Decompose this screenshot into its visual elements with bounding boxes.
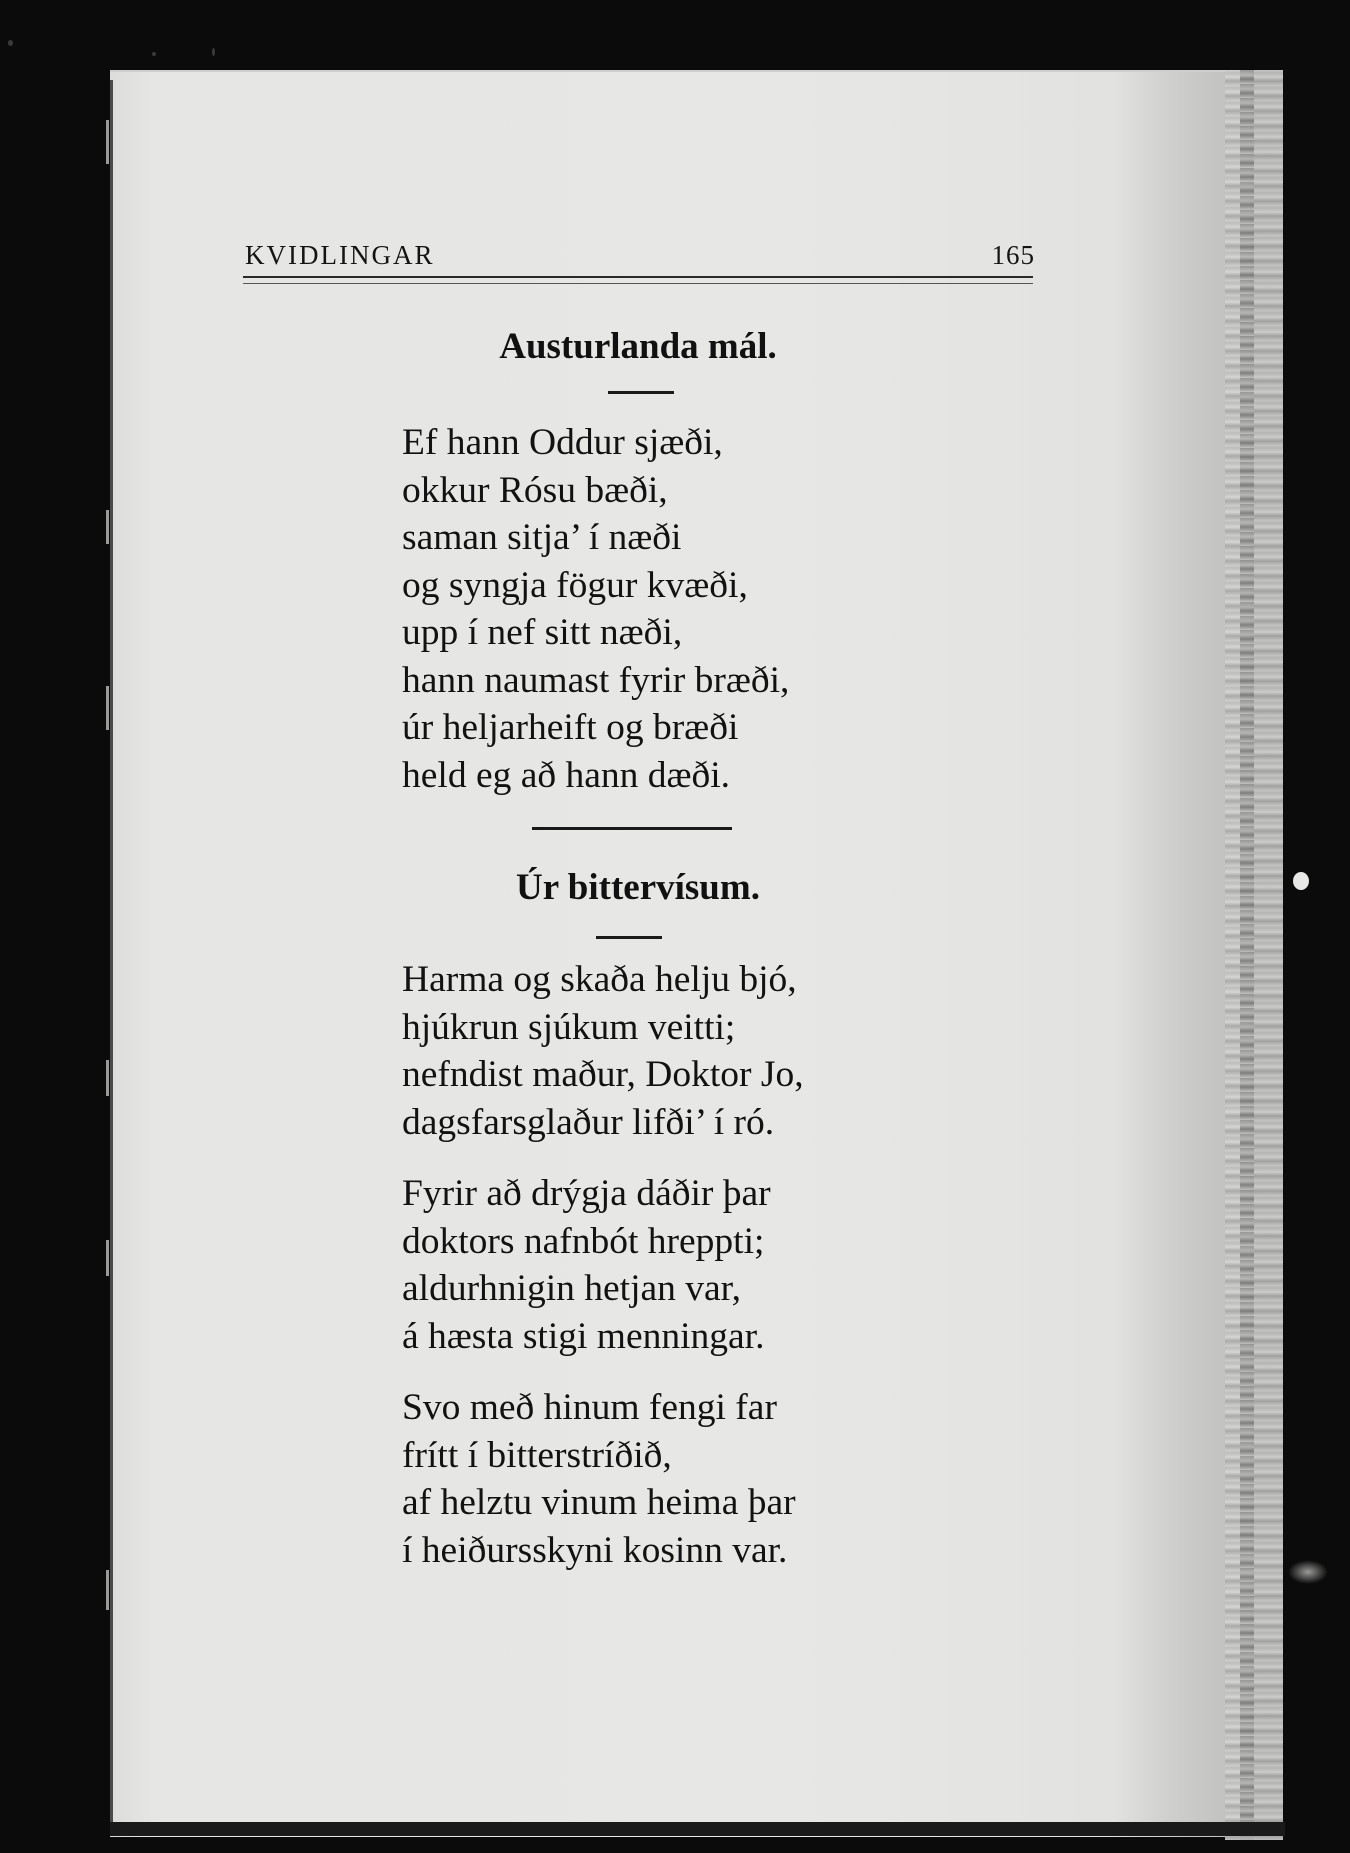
scan-speck bbox=[212, 48, 215, 56]
poem-line: úr heljarheift og bræði bbox=[402, 707, 739, 748]
poem-line: Fyrir að drýgja dáðir þar bbox=[402, 1173, 771, 1214]
poem-line: í heiðursskyni kosinn var. bbox=[402, 1529, 788, 1571]
title-rule bbox=[608, 391, 674, 394]
poem-line: okkur Rósu bæði, bbox=[402, 469, 668, 511]
poem-body bbox=[402, 419, 789, 799]
running-head-title: KVIDLINGAR bbox=[245, 240, 435, 270]
title-rule bbox=[596, 936, 662, 939]
poem-line: hjúkrun sjúkum veitti; bbox=[402, 1006, 736, 1048]
scan-speck bbox=[152, 52, 156, 56]
stanza bbox=[402, 1384, 804, 1574]
running-header bbox=[245, 240, 1035, 274]
poem-line: á hæsta stigi menningar. bbox=[402, 1315, 765, 1357]
binding-mark bbox=[106, 510, 109, 544]
binding-mark bbox=[106, 1240, 109, 1276]
section-divider bbox=[532, 827, 732, 830]
poem-line: held eg að hann dæði. bbox=[402, 754, 731, 796]
poem-line: frítt í bitterstríðið, bbox=[402, 1434, 672, 1476]
binding-mark bbox=[106, 1570, 109, 1610]
binding-mark bbox=[106, 686, 109, 730]
poem-line: aldurhnigin hetjan var, bbox=[402, 1268, 742, 1309]
stanza bbox=[402, 956, 804, 1146]
poem-line: dagsfarsglaður lifði’ í ró. bbox=[402, 1101, 775, 1143]
poem-line: Ef hann Oddur sjæði, bbox=[402, 422, 723, 463]
poem-line: nefndist maður, Doktor Jo, bbox=[402, 1054, 804, 1095]
poem-line: doktors nafnbót hreppti; bbox=[402, 1220, 765, 1262]
binding-mark bbox=[106, 120, 109, 164]
poem-body bbox=[402, 956, 804, 1574]
poem-line: saman sitja’ í næði bbox=[402, 517, 682, 558]
gutter-spot bbox=[1293, 872, 1309, 890]
page-left-edge bbox=[110, 80, 113, 1835]
page-gutter-edge bbox=[1225, 70, 1283, 1840]
poem-line: og syngja fögur kvæði, bbox=[402, 564, 748, 606]
scan-speck bbox=[8, 40, 13, 46]
header-rule bbox=[243, 276, 1033, 278]
header-rule-thin bbox=[243, 283, 1033, 284]
poem-line: Svo með hinum fengi far bbox=[402, 1387, 777, 1428]
page-number: 165 bbox=[991, 240, 1035, 270]
poem-line: Harma og skaða helju bjó, bbox=[402, 959, 797, 1000]
poem-title: Úr bittervísum. bbox=[516, 867, 760, 908]
poem-title: Austurlanda mál. bbox=[499, 326, 777, 367]
stanza bbox=[402, 1170, 804, 1360]
page-bottom-shadow bbox=[110, 1822, 1285, 1836]
gutter-glare bbox=[1288, 1560, 1328, 1584]
poem-line: af helztu vinum heima þar bbox=[402, 1482, 796, 1523]
page-gutter-shadow bbox=[1240, 70, 1254, 1840]
poem-line: upp í nef sitt næði, bbox=[402, 612, 683, 653]
stanza bbox=[402, 419, 789, 799]
binding-mark bbox=[106, 1060, 109, 1096]
poem-line: hann naumast fyrir bræði, bbox=[402, 659, 790, 701]
